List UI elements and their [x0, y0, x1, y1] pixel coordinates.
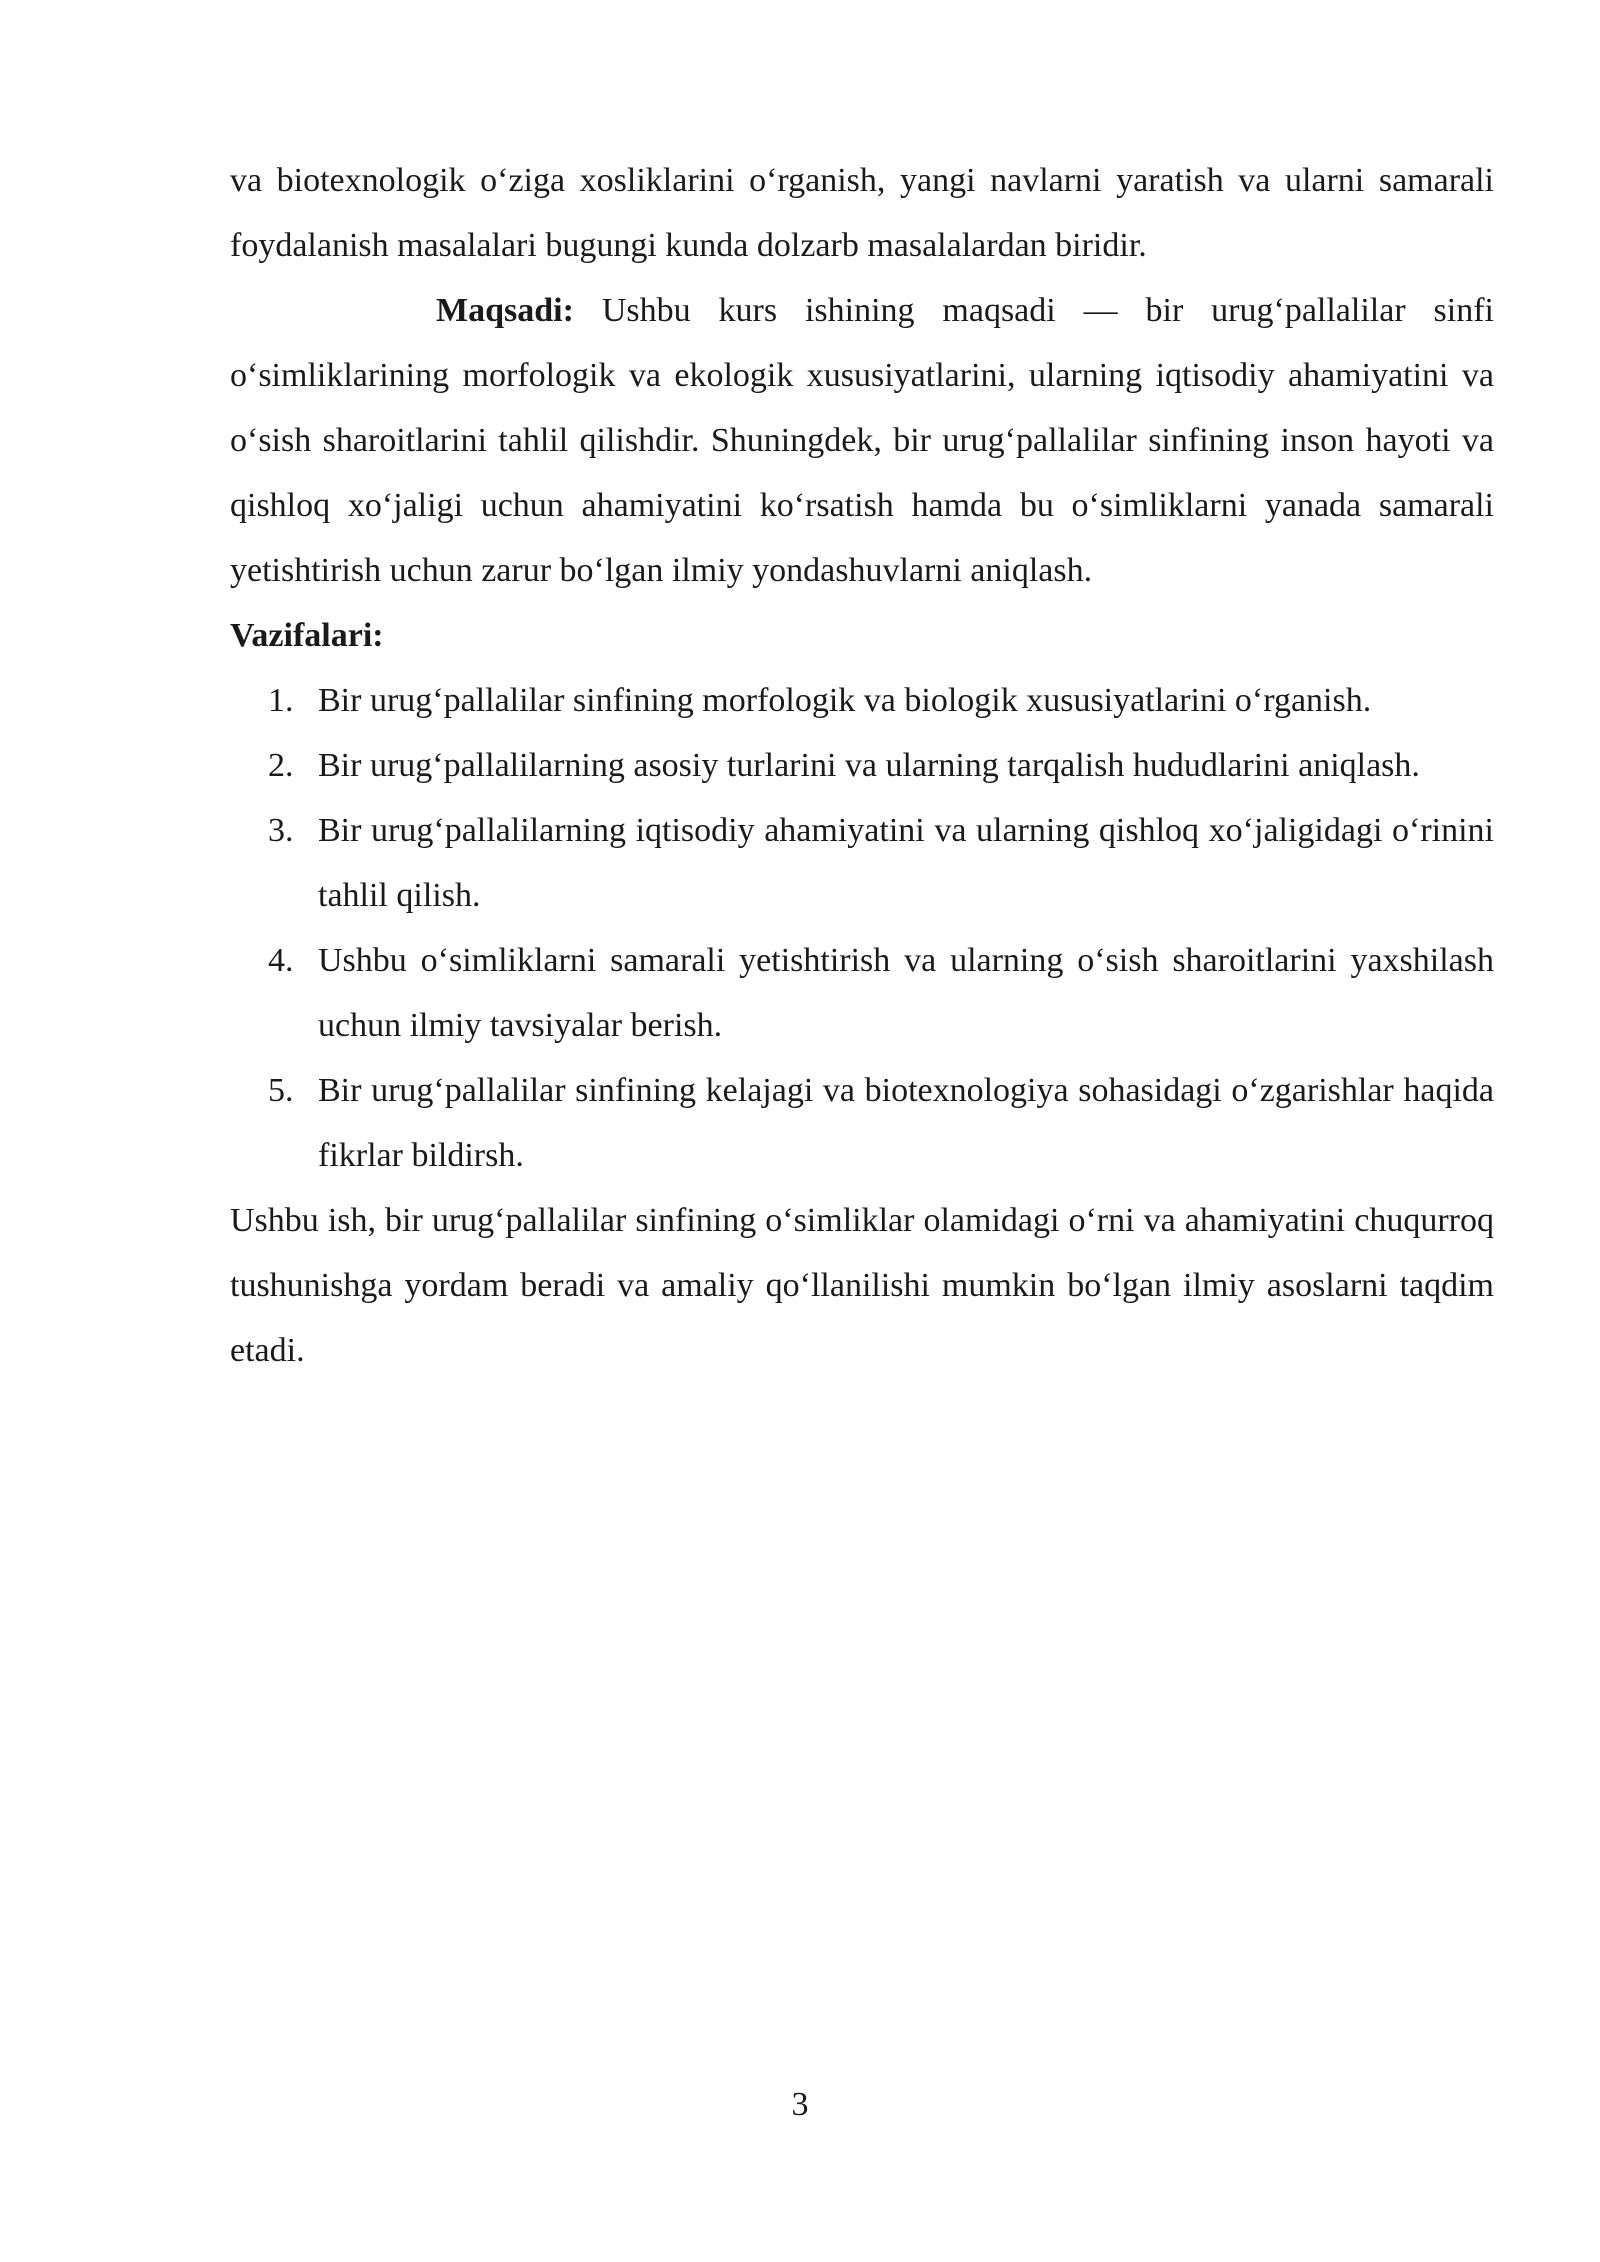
task-text: Ushbu o‘simliklarni samarali yetishtirish va ularning o‘sish sharoitlarini yaxshilash uchun ilmiy tavsiyalar berish. [318, 942, 1494, 1044]
task-number: 5. [268, 1072, 294, 1109]
task-item [230, 798, 1494, 928]
task-text: Bir urug‘pallalilarning asosiy turlarini va ularning tarqalish hududlarini aniqlash. [318, 747, 1420, 784]
intro-paragraph: va biotexnologik o‘ziga xosliklarini o‘rganish, yangi navlarni yaratish va ularni samarali foydalanish masalalari bugungi kunda dolzarb masalalardan biridir. [230, 162, 1494, 264]
task-item [230, 928, 1494, 1058]
tasks-list [230, 668, 1494, 1188]
task-number: 2. [268, 747, 294, 784]
task-text: Bir urug‘pallalilar sinfining morfologik va biologik xususiyatlarini o‘rganish. [318, 682, 1372, 719]
page-number: 3 [791, 2086, 809, 2123]
task-item [230, 668, 1494, 733]
goal-paragraph [230, 278, 1494, 603]
task-number: 4. [268, 942, 294, 979]
goal-text: Ushbu kurs ishining maqsadi — bir urug‘pallalilar sinfi o‘simliklarining morfologik va ekologik xususiyatlarini, ularning iqtisodiy ahamiyatini va o‘sish sharoitlarini tahlil qilishdir. Shuningdek, bir urug‘pallalilar sinfining inson hayoti va qishloq xo‘jaligi uchun ahamiyatini ko‘rsatish hamda bu o‘simliklarni yanada samarali yetishtirish uchun zarur bo‘lgan ilmiy yondashuvlarni aniqlash. [230, 292, 1494, 589]
conclusion-paragraph: Ushbu ish, bir urug‘pallalilar sinfining o‘simliklar olamidagi o‘rni va ahamiyatini chuqurroq tushunishga yordam beradi va amaliy qo‘llanilishi mumkin bo‘lgan ilmiy asoslarni taqdim etadi. [230, 1202, 1494, 1369]
task-number: 3. [268, 812, 294, 849]
task-item [230, 1058, 1494, 1188]
tasks-heading: Vazifalari: [230, 617, 384, 654]
task-item [230, 733, 1494, 798]
task-text: Bir urug‘pallalilar sinfining kelajagi va biotexnologiya sohasidagi o‘zgarishlar haqida fikrlar bildirsh. [318, 1072, 1494, 1174]
task-text: Bir urug‘pallalilarning iqtisodiy ahamiyatini va ularning qishloq xo‘jaligidagi o‘rinini tahlil qilish. [318, 812, 1494, 914]
page-content [230, 148, 1494, 1383]
goal-label: Maqsadi: [436, 292, 574, 329]
task-number: 1. [268, 682, 294, 719]
